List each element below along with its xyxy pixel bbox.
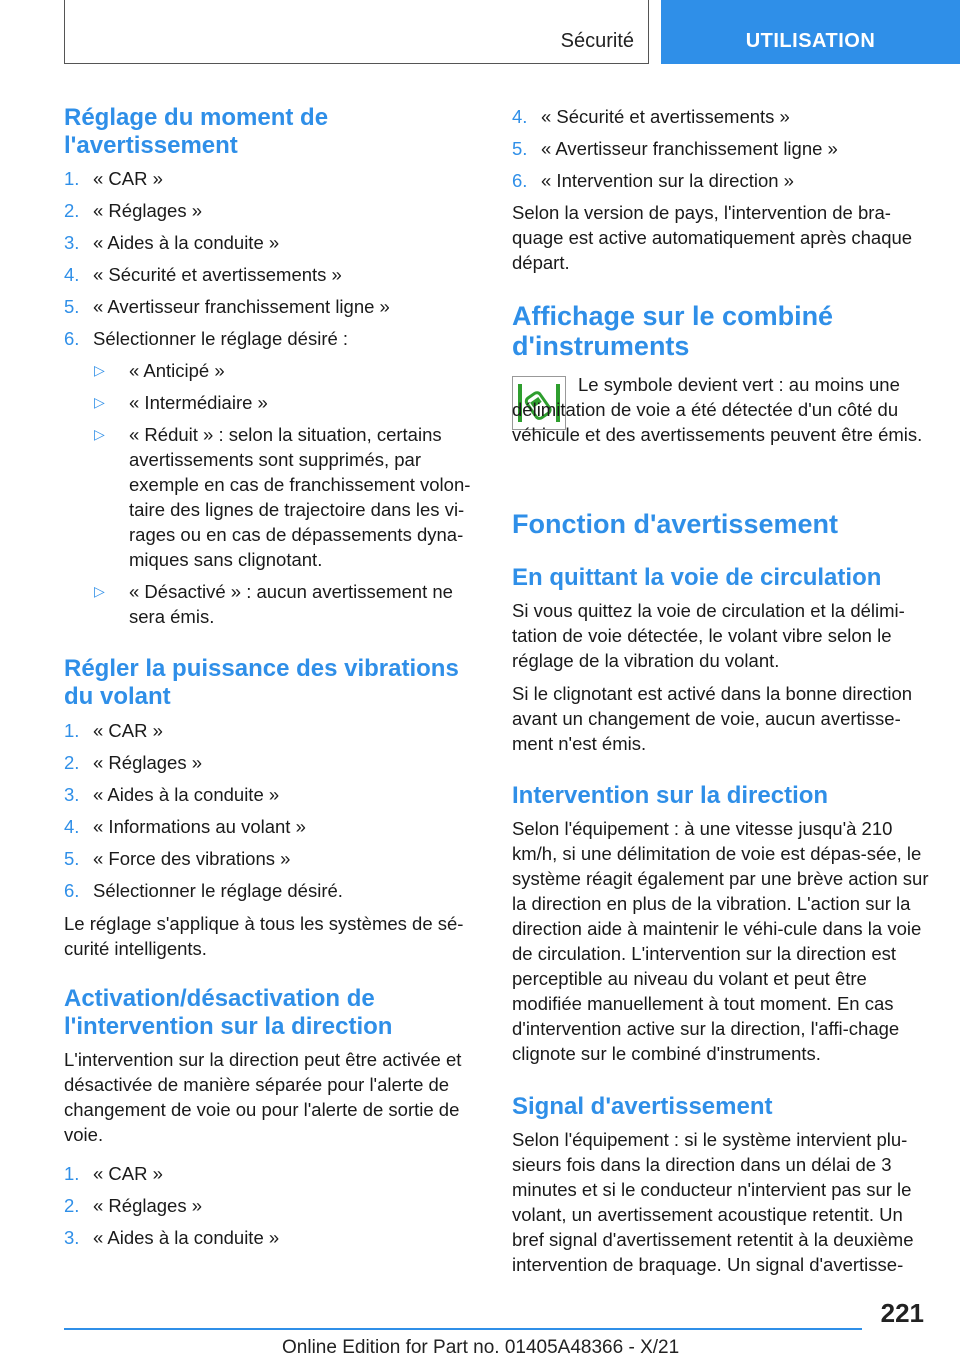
paragraph-display-info: Le symbole devient vert : au moins une délimitation de voie a été détectée d'un côté du véhicule et des avertissements peuvent être émis. xyxy=(512,374,923,445)
footer-edition: Online Edition for Part no. 01405A48366 - X/21 xyxy=(282,1337,680,1358)
paragraph-warning-signal: Selon l'équipement : si le système intervient plu-sieurs fois dans la direction dans un délai de 3 minutes et si le conducteur n'intervient pas sur le volant, un avertissement acoustique retentit. Un bref signal d'avertissement retentit à la deuxième intervention de braquage. Un signal d'avertisse- xyxy=(512,1129,914,1275)
triangle-right-icon: ▷ xyxy=(94,426,105,442)
header-section-title: Sécurité xyxy=(560,30,634,52)
list-item: 6. Sélectionner le réglage désiré : xyxy=(64,328,349,349)
list-item: 6. Sélectionner le réglage désiré. xyxy=(64,880,343,901)
paragraph-leaving-lane-2: Si le clignotant est activé dans la bonne direction avant un changement de voie, aucun avertisse-ment n'est émis. xyxy=(512,683,913,754)
paragraph-steering-toggle: L'intervention sur la direction peut être activée et désactivée de manière séparée pour l'alerte de changement de voie ou pour l'alerte de sortie de voie. xyxy=(64,1049,462,1145)
header-chapter-tab[interactable]: UTILISATION xyxy=(661,0,960,64)
triangle-right-icon: ▷ xyxy=(94,583,105,599)
triangle-right-icon: ▷ xyxy=(94,362,105,378)
list-vibration-strength xyxy=(64,718,479,903)
list-item: 5. « Force des vibrations » xyxy=(64,848,291,869)
paragraph-steering-intervention: Selon l'équipement : à une vitesse jusqu'à 210 km/h, si une délimitation de voie est dépas-sée, le système réagit également par une brève action sur la direction en plus de la vibration. L'action sur la direction aide à maintenir le véhi-cule dans la voie de circulation. L'intervention sur la direction est perceptible au niveau du volant et peut être modifiée manuellement à tout moment. En cas d'intervention active sur la direction, l'affi-chage clignote sur le combiné d'instruments. xyxy=(512,818,929,1064)
list-item: 6. « Intervention sur la direction » xyxy=(512,170,794,191)
list-item: ▷ « Intermédiaire » xyxy=(64,390,479,415)
paragraph-vibration-note: Le réglage s'applique à tous les systèmes de sé-curité intelligents. xyxy=(64,913,464,959)
list-item: 2. « Réglages » xyxy=(64,1195,203,1216)
triangle-right-icon: ▷ xyxy=(94,394,105,410)
list-item: 5. « Avertisseur franchissement ligne » xyxy=(512,138,838,159)
heading-vibration-strength: Régler la puissance des vibrations du volant xyxy=(64,655,459,710)
page-number: 221 xyxy=(880,1298,924,1328)
heading-warning-timing: Réglage du moment de l'avertissement xyxy=(64,104,329,159)
heading-instrument-display: Affichage sur le combiné d'instruments xyxy=(512,301,834,361)
list-item: 1. « CAR » xyxy=(64,168,163,189)
list-continued-steps xyxy=(512,104,930,193)
list-item: 2. « Réglages » xyxy=(64,200,203,221)
list-item: ▷ « Réduit » : selon la situation, certains avertissements sont supprimés, par exemple en cas de franchissement volon-taire des lignes de trajectoire dans les vi-rages ou en cas de dépassements dyna-miques sans clignotant. xyxy=(64,422,479,572)
list-item: 3. « Aides à la conduite » xyxy=(64,784,280,805)
heading-warning-signal: Signal d'avertissement xyxy=(512,1093,773,1120)
list-item: 1. « CAR » xyxy=(64,1163,163,1184)
heading-leaving-lane: En quittant la voie de circulation xyxy=(512,564,882,591)
heading-steering-intervention: Intervention sur la direction xyxy=(512,782,829,809)
list-item: 4. « Sécurité et avertissements » xyxy=(512,106,790,127)
list-item: ▷ « Anticipé » xyxy=(64,358,479,383)
list-warning-timing xyxy=(64,166,479,629)
paragraph-leaving-lane-1: Si vous quittez la voie de circulation et la délimi-tation de voie détectée, le volant vibre selon le réglage de la vibration du volant. xyxy=(512,600,905,671)
heading-steering-toggle: Activation/désactivation de l'intervention sur la direction xyxy=(64,985,393,1040)
list-item: 3. « Aides à la conduite » xyxy=(64,232,280,253)
heading-warning-function: Fonction d'avertissement xyxy=(512,509,838,539)
footer-divider xyxy=(64,1328,862,1330)
list-steering-toggle xyxy=(64,1161,479,1250)
list-item: 4. « Sécurité et avertissements » xyxy=(64,264,342,285)
list-item: 5. « Avertisseur franchissement ligne » xyxy=(64,296,390,317)
list-item: ▷ « Désactivé » : aucun avertissement ne sera émis. xyxy=(64,579,479,629)
list-item: 2. « Réglages » xyxy=(64,752,203,773)
list-item: 1. « CAR » xyxy=(64,720,163,741)
paragraph-country-intro: Selon la version de pays, l'intervention de bra-quage est active automatiquement après chaque départ. xyxy=(512,202,913,273)
list-item: 4. « Informations au volant » xyxy=(64,816,306,837)
list-item: 3. « Aides à la conduite » xyxy=(64,1227,280,1248)
